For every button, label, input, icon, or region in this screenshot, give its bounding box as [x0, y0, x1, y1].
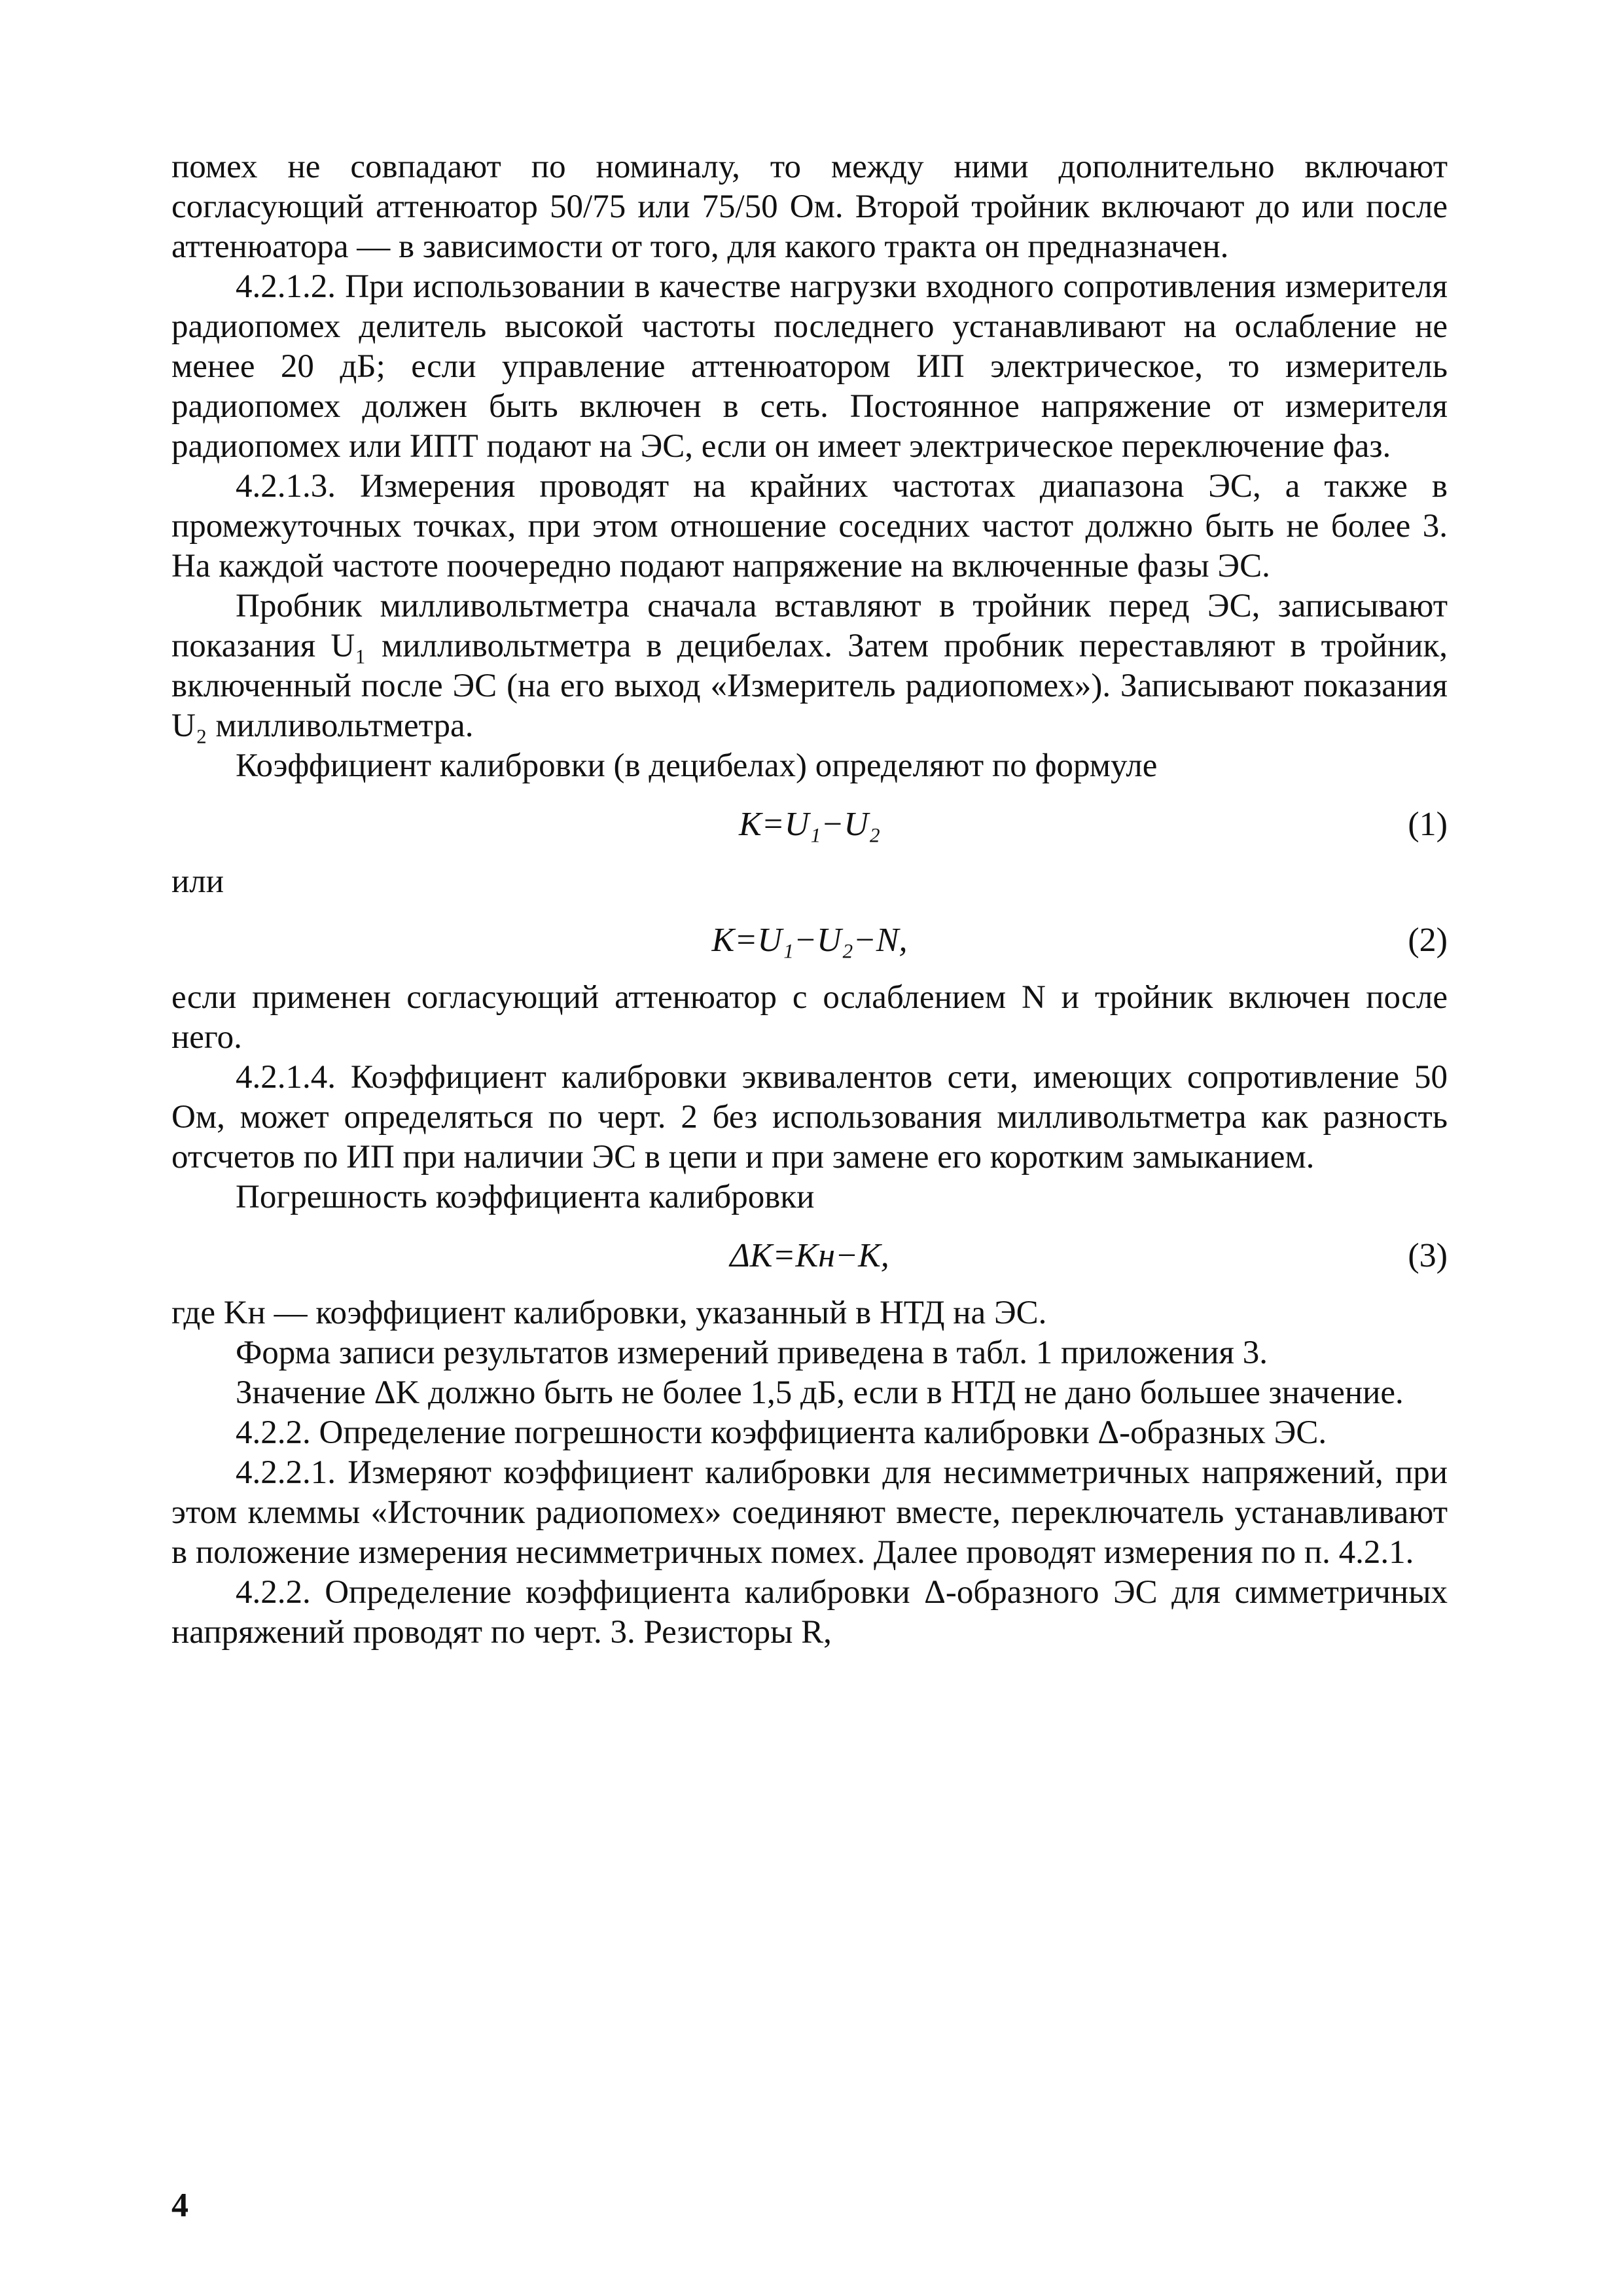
paragraph-4-2-1-4: 4.2.1.4. Коэффициент калибровки эквивалентов сети, имеющих сопротивление 50 Ом, может определяться по черт. 2 без использования милливольтметра как разность отсчетов по ИП при наличии ЭС в цепи и при замене его коротким замыканием.	[171, 1059, 1448, 1175]
paragraph: если применен согласующий аттенюатор с ослаблением N и тройник включен после него.	[171, 979, 1448, 1056]
paragraph: Погрешность коэффициента калибровки	[236, 1179, 815, 1215]
formula-number: (1)	[1408, 806, 1448, 843]
paragraph: Коэффициент калибровки (в децибелах) определяют по формуле	[236, 747, 1158, 784]
paragraph-4-2-1-3: 4.2.1.3. Измерения проводят на крайних частотах диапазона ЭС, а также в промежуточных точках, при этом отношение соседних частот должно быть не более 3. На каждой частоте поочередно подают напряжение на включенные фазы ЭС.	[171, 468, 1448, 584]
conjunction-text: или	[171, 863, 224, 900]
paragraph: помех не совпадают по номиналу, то между ними дополнительно включают согласующий аттенюатор 50/75 или 75/50 Ом. Второй тройник включают до или после аттенюатора — в зависимости от того, для какого тракта он предназначен.	[171, 149, 1448, 265]
formula-1	[171, 791, 1448, 857]
formula-3	[171, 1223, 1448, 1288]
formula-2	[171, 907, 1448, 973]
paragraph-4-2-2: 4.2.2. Определение коэффициента калибровки Δ-образного ЭС для симметричных напряжений проводят по черт. 3. Резисторы R,	[171, 1574, 1448, 1651]
formula-number: (2)	[1408, 922, 1448, 959]
page-number: 4	[171, 2187, 188, 2224]
paragraph: Форма записи результатов измерений приведена в табл. 1 приложения 3.	[236, 1335, 1268, 1371]
formula-number: (3)	[1408, 1237, 1448, 1274]
formula-expression: K=U₁−U₂−N,	[711, 922, 908, 959]
section-heading-4-2-2: 4.2.2. Определение погрешности коэффициента калибровки Δ-образных ЭС.	[236, 1414, 1327, 1451]
paragraph: Пробник милливольтметра сначала вставляют в тройник перед ЭС, записывают показания U₁ милливольтметра в децибелах. Затем пробник переставляют в тройник, включенный после ЭС (на его выход «Измеритель радиопомех»). Записывают показания U₂ милливольтметра.	[171, 588, 1448, 744]
paragraph-4-2-2-1: 4.2.2.1. Измеряют коэффициент калибровки для несимметричных напряжений, при этом клеммы «Источник радиопомех» соединяют вместе, переключатель устанавливают в положение измерения несимметричных помех. Далее проводят измерения по п. 4.2.1.	[171, 1454, 1448, 1571]
paragraph: Значение ΔK должно быть не более 1,5 дБ, если в НТД не дано большее значение.	[236, 1374, 1404, 1411]
paragraph: где Kн — коэффициент калибровки, указанный в НТД на ЭС.	[171, 1295, 1047, 1331]
formula-expression: ΔK=Kн−K,	[730, 1237, 889, 1274]
body-text	[171, 147, 1448, 1653]
paragraph-4-2-1-2: 4.2.1.2. При использовании в качестве нагрузки входного сопротивления измерителя радиопомех делитель высокой частоты последнего устанавливают на ослабление не менее 20 дБ; если управление аттенюатором ИП электрическое, то измеритель радиопомех должен быть включен в сеть. Постоянное напряжение от измерителя радиопомех или ИПТ подают на ЭС, если он имеет электрическое переключение фаз.	[171, 268, 1448, 465]
formula-expression: K=U₁−U₂	[738, 806, 881, 843]
